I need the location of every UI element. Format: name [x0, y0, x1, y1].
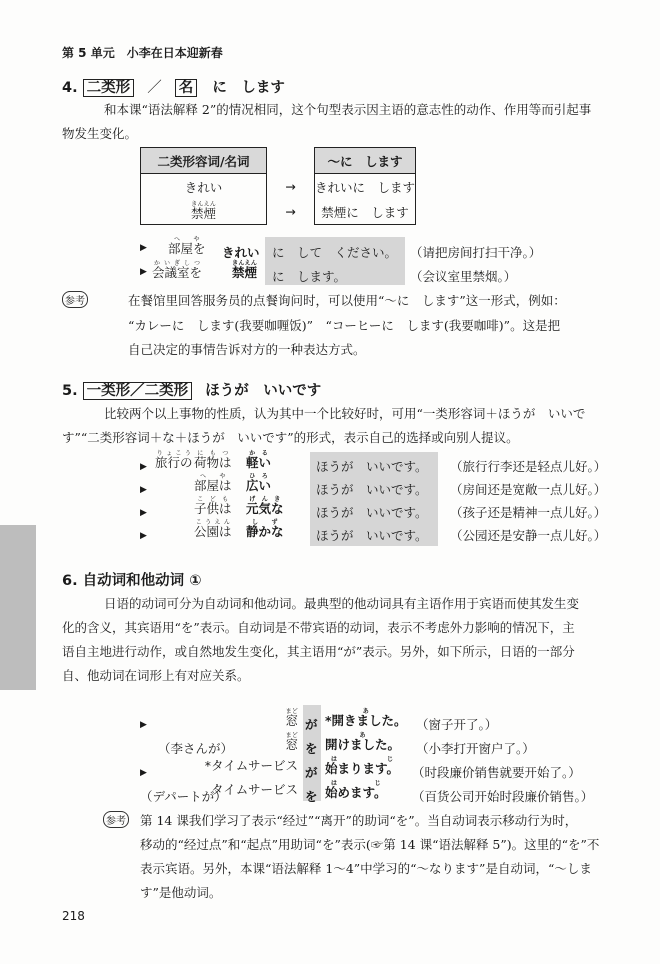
table-row: [141, 174, 416, 200]
example-translation: （房间还是宽敞一点儿好。）: [450, 482, 607, 497]
table-cell: きれい: [141, 174, 267, 200]
section-6-heading: 6. 自动词和他动词 ①: [62, 573, 202, 589]
example-adj: 元気なげんき: [246, 496, 284, 516]
section-number: 5.: [62, 383, 78, 399]
example-object: 窓まど: [285, 708, 298, 728]
example-translation: （公园还是安静一点儿好。）: [450, 528, 607, 543]
paragraph-line: 化的含义，其宾语用“を”表示。自动词是不带宾语的动词，表示不考虑外力影响的情况下，主: [62, 620, 575, 635]
example-particle: を: [305, 789, 318, 804]
example-pattern: ほうが いいです。: [316, 482, 428, 497]
example-translation: （旅行行李还是轻点儿好。）: [450, 459, 607, 474]
running-header: 第 5 单元 小李在日本迎新春: [62, 46, 223, 60]
example-pattern: に します。: [272, 269, 347, 284]
example-noun: 公園はこうえん: [194, 519, 232, 539]
example-prefix: 旅行のりょこう: [155, 450, 193, 470]
bullet-triangle-icon: ▶: [140, 508, 147, 518]
note-line: 移动的“经过点”和“起点”用助词“を”表示(☞第 14 课“语法解释 5”)。这里的“を”不: [140, 837, 600, 852]
bullet-triangle-icon: ▶: [140, 243, 147, 253]
example-noun: 部屋をへや: [168, 236, 206, 256]
section-5-heading: [62, 379, 321, 400]
table-row: [141, 199, 416, 225]
reference-icon: 参考: [62, 291, 88, 308]
example-pattern: ほうが いいです。: [316, 528, 428, 543]
note-line: 自己决定的事情告诉对方的一种表达方式。: [128, 342, 366, 357]
example-noun: 部屋はへや: [194, 473, 232, 493]
note-line: 第 14 课我们学习了表示“经过”“离开”的助词“を”。当自动词表示移动行为时，: [140, 813, 578, 828]
chapter-edge-tab: [0, 525, 36, 690]
bullet-triangle-icon: ▶: [140, 485, 147, 495]
example-verb: 開けました。あ: [325, 732, 401, 752]
table-header: 二类形容词/名词: [141, 148, 267, 174]
slash: ／: [147, 80, 162, 96]
example-translation: （窗子开了。）: [416, 717, 498, 732]
table-header: ～に します: [315, 148, 416, 174]
example-translation: （小李打开窗户了。）: [416, 741, 535, 756]
arrow: →: [285, 178, 296, 194]
example-adj: 静かなしず: [246, 519, 284, 539]
bullet-triangle-icon: ▶: [140, 267, 147, 277]
bullet-triangle-icon: ▶: [140, 462, 147, 472]
reference-icon: 参考: [103, 811, 129, 828]
example-pattern: ほうが いいです。: [316, 459, 428, 474]
pattern-tail: に します: [212, 80, 285, 96]
paragraph-line: 比较两个以上事物的性质，认为其中一个比较好时，可用“一类形容词＋ほうが いいで: [104, 406, 586, 421]
example-pattern: ほうが いいです。: [316, 505, 428, 520]
pattern-box: 一类形／二类形: [83, 382, 193, 400]
example-object: 窓まど: [285, 732, 298, 752]
example-adj: 広いひろ: [246, 473, 272, 493]
example-translation: （百货公司开始时段廉价销售。）: [412, 789, 594, 804]
paragraph-line: 和本课“语法解释 2”的情况相同，这个句型表示因主语的意志性的动作、作用等而引起事: [104, 102, 592, 117]
bullet-triangle-icon: ▶: [140, 720, 147, 730]
example-translation: （请把房间打扫干净。）: [410, 245, 542, 260]
example-verb: *開きました。あ: [325, 708, 407, 728]
example-subject: （デパートが）: [140, 789, 227, 804]
section-number: 4.: [62, 80, 78, 96]
pattern-tail: ほうが いいです: [205, 383, 322, 399]
note-line: 在餐馆里回答服务员的点餐询问时，可以使用“～に します”这一形式，例如：: [128, 293, 566, 308]
paragraph-line: 日语的动词可分为自动词和他动词。最典型的他动词具有主语作用于宾语而使其发生变: [104, 596, 580, 611]
example-object: タイムサービス: [210, 782, 298, 797]
conversion-table: [140, 147, 416, 225]
paragraph-line: 物发生变化。: [62, 126, 138, 141]
page-number: 218: [62, 909, 85, 923]
table-cell: 禁煙に します: [315, 199, 416, 225]
example-verb: 始めます。はじ: [325, 780, 387, 800]
example-translation: （会议室里禁烟。）: [410, 269, 517, 284]
note-line: 表示宾语。另外，本课“语法解释 1～4”中学习的“～なります”是自动词，“～しま: [140, 861, 592, 876]
paragraph-line: す”“二类形容词＋な＋ほうが いいです”的形式，表示自己的选择或向别人提议。: [62, 430, 519, 445]
example-adj: 禁煙きんえん: [232, 260, 258, 280]
pattern-box: 二类形: [83, 79, 135, 97]
example-verb: 始まります。はじ: [325, 756, 400, 776]
example-noun: 会議室をかいぎしつ: [152, 260, 203, 280]
example-particle: が: [305, 717, 318, 732]
example-noun: 荷物はにもつ: [194, 450, 232, 470]
example-pattern: に して ください。: [272, 245, 398, 260]
example-particle: を: [305, 741, 318, 756]
paragraph-line: 语自主地进行动作，或自然地发生变化，其主语用“が”表示。另外，如下所示，日语的一部分: [62, 644, 575, 659]
table-cell: 禁煙きんえん: [141, 199, 267, 225]
bullet-triangle-icon: ▶: [140, 531, 147, 541]
bullet-triangle-icon: ▶: [140, 768, 147, 778]
table-cell: きれいに します: [315, 174, 416, 200]
example-subject: （李さんが）: [158, 741, 234, 756]
arrow: →: [285, 204, 296, 220]
paragraph-line: 自、他动词在词形上有对应关系。: [62, 668, 250, 683]
example-particle: が: [305, 765, 318, 780]
example-translation: （孩子还是精神一点儿好。）: [450, 505, 607, 520]
example-translation: （时段廉价销售就要开始了。）: [412, 765, 581, 780]
note-line: “カレーに します(我要咖喱饭)” “コーヒーに します(我要咖啡)”。这是把: [128, 318, 561, 333]
example-adj: 軽いかる: [246, 450, 272, 470]
pattern-box: 名: [175, 79, 198, 97]
example-adj: きれい: [222, 245, 260, 260]
example-object: *タイムサービス: [204, 758, 298, 773]
section-4-heading: [62, 76, 285, 97]
note-line: す”是他动词。: [140, 885, 222, 900]
example-noun: 子供はこども: [194, 496, 232, 516]
